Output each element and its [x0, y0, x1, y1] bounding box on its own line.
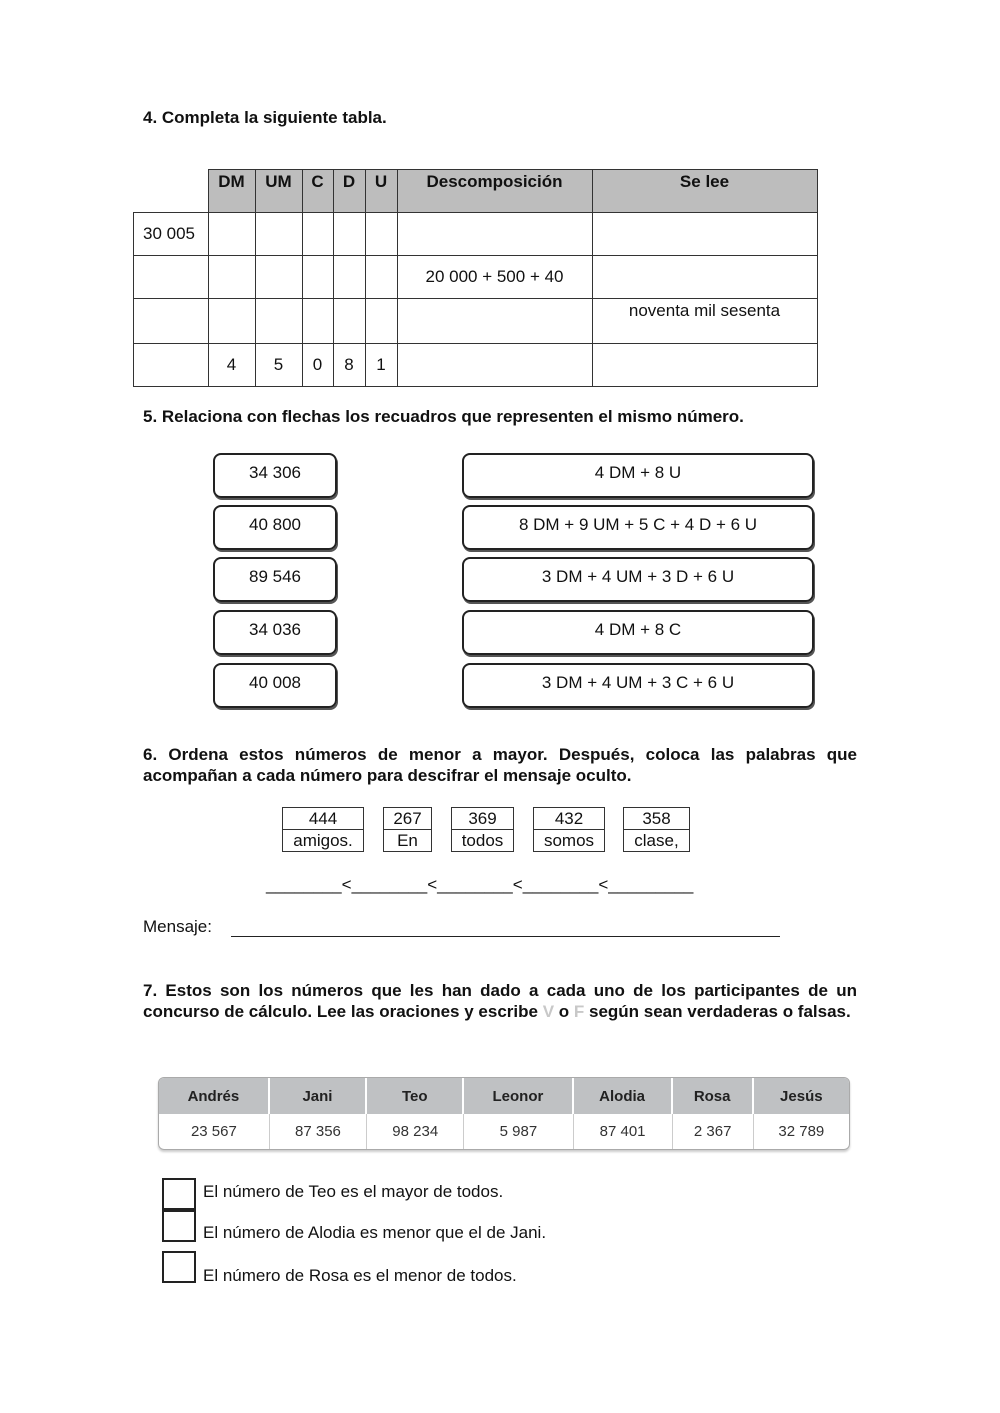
table-row	[134, 213, 818, 256]
word-card	[383, 807, 432, 852]
q7-title-b: según sean verdaderas o falsas.	[584, 1002, 851, 1021]
card-number: 444	[282, 807, 364, 830]
header-se-lee: Se lee	[592, 170, 817, 213]
v-letter: V	[542, 1002, 555, 1021]
card-word: clase,	[623, 830, 690, 852]
header-um: UM	[255, 170, 302, 213]
word-card	[451, 807, 514, 852]
cell[interactable]	[333, 256, 365, 299]
header-dm: DM	[208, 170, 255, 213]
word-card	[623, 807, 690, 852]
participant-name: Alodia	[574, 1078, 673, 1114]
message-label: Mensaje:	[143, 917, 212, 936]
cell[interactable]	[208, 213, 255, 256]
participant-number: 98 234	[367, 1114, 464, 1149]
cell[interactable]	[302, 256, 333, 299]
cell[interactable]	[134, 256, 209, 299]
decomposition-box[interactable]: 8 DM + 9 UM + 5 C + 4 D + 6 U	[462, 505, 814, 550]
statement: El número de Rosa es el menor de todos.	[203, 1266, 517, 1285]
order-line[interactable]: ________<________<________<________<_________	[266, 875, 694, 894]
cell[interactable]	[397, 299, 592, 344]
cell[interactable]	[302, 213, 333, 256]
participant-number: 23 567	[159, 1114, 270, 1149]
header-u: U	[365, 170, 397, 213]
number-box[interactable]: 89 546	[213, 557, 337, 602]
number-box[interactable]: 40 800	[213, 505, 337, 550]
q5-title: 5. Relaciona con flechas los recuadros que representen el mismo número.	[143, 407, 744, 426]
cell[interactable]	[333, 213, 365, 256]
decomposition-box[interactable]: 3 DM + 4 UM + 3 D + 6 U	[462, 557, 814, 602]
decomposition-box[interactable]: 4 DM + 8 U	[462, 453, 814, 498]
participant-name: Andrés	[159, 1078, 270, 1114]
card-word: todos	[451, 830, 514, 852]
table-row	[134, 256, 818, 299]
number-box[interactable]: 40 008	[213, 663, 337, 708]
cell: 30 005	[134, 213, 209, 256]
q7-title	[143, 980, 857, 1022]
decomposition-box[interactable]: 3 DM + 4 UM + 3 C + 6 U	[462, 663, 814, 708]
statement: El número de Teo es el mayor de todos.	[203, 1182, 504, 1201]
place-value-table	[133, 169, 818, 387]
card-word: somos	[533, 830, 605, 852]
table-row	[134, 299, 818, 344]
card-word: amigos.	[282, 830, 364, 852]
cell[interactable]	[255, 256, 302, 299]
participants-table	[158, 1077, 850, 1150]
participant-name: Jesús	[754, 1078, 849, 1114]
cell: 5	[255, 344, 302, 387]
header-blank	[134, 170, 209, 213]
word-card	[533, 807, 605, 852]
participant-name: Jani	[270, 1078, 367, 1114]
q7-title-a: 7. Estos son los números que les han dado a cada uno de los participantes de un concurso de cálculo. Lee las oraciones y escribe	[143, 981, 857, 1021]
message-line[interactable]	[231, 936, 780, 937]
answer-box[interactable]	[162, 1251, 196, 1283]
cell[interactable]	[365, 213, 397, 256]
participant-number: 2 367	[673, 1114, 754, 1149]
cell[interactable]	[208, 256, 255, 299]
cell[interactable]	[134, 344, 209, 387]
cell[interactable]	[592, 213, 817, 256]
answer-box[interactable]	[162, 1178, 196, 1210]
cell: 4	[208, 344, 255, 387]
cell[interactable]	[592, 344, 817, 387]
cell: 8	[333, 344, 365, 387]
header-descomposicion: Descomposición	[397, 170, 592, 213]
table-row	[134, 344, 818, 387]
number-box[interactable]: 34 306	[213, 453, 337, 498]
participant-name: Leonor	[464, 1078, 573, 1114]
card-word: En	[383, 830, 432, 852]
q4-title: 4. Completa la siguiente tabla.	[143, 108, 387, 127]
cell: 1	[365, 344, 397, 387]
card-number: 358	[623, 807, 690, 830]
header-d: D	[333, 170, 365, 213]
cell[interactable]	[592, 256, 817, 299]
cell[interactable]	[397, 344, 592, 387]
q6-title: 6. Ordena estos números de menor a mayor. Después, coloca las palabras que acompañan a cada número para descifrar el mensaje oculto.	[143, 745, 857, 785]
f-letter: F	[573, 1002, 585, 1021]
cell[interactable]	[302, 299, 333, 344]
cell[interactable]	[255, 213, 302, 256]
cell[interactable]	[333, 299, 365, 344]
participant-number: 5 987	[464, 1114, 573, 1149]
decomposition-box[interactable]: 4 DM + 8 C	[462, 610, 814, 655]
cell[interactable]	[365, 256, 397, 299]
cell: 20 000 + 500 + 40	[397, 256, 592, 299]
participant-name: Teo	[367, 1078, 464, 1114]
q7-or: o	[554, 1002, 574, 1021]
header-c: C	[302, 170, 333, 213]
card-number: 267	[383, 807, 432, 830]
cell: noventa mil sesenta	[592, 299, 817, 344]
card-number: 369	[451, 807, 514, 830]
cell[interactable]	[208, 299, 255, 344]
participant-name: Rosa	[673, 1078, 754, 1114]
statement: El número de Alodia es menor que el de Jani.	[203, 1223, 547, 1242]
number-box[interactable]: 34 036	[213, 610, 337, 655]
word-card	[282, 807, 364, 852]
cell[interactable]	[134, 299, 209, 344]
participant-number: 32 789	[778, 1123, 825, 1140]
cell: 0	[302, 344, 333, 387]
participant-number: 87 356	[270, 1114, 367, 1149]
participant-number: 87 401	[574, 1114, 673, 1149]
answer-box[interactable]	[162, 1210, 196, 1242]
card-number: 432	[533, 807, 605, 830]
cell[interactable]	[397, 213, 592, 256]
cell[interactable]	[255, 299, 302, 344]
cell[interactable]	[365, 299, 397, 344]
